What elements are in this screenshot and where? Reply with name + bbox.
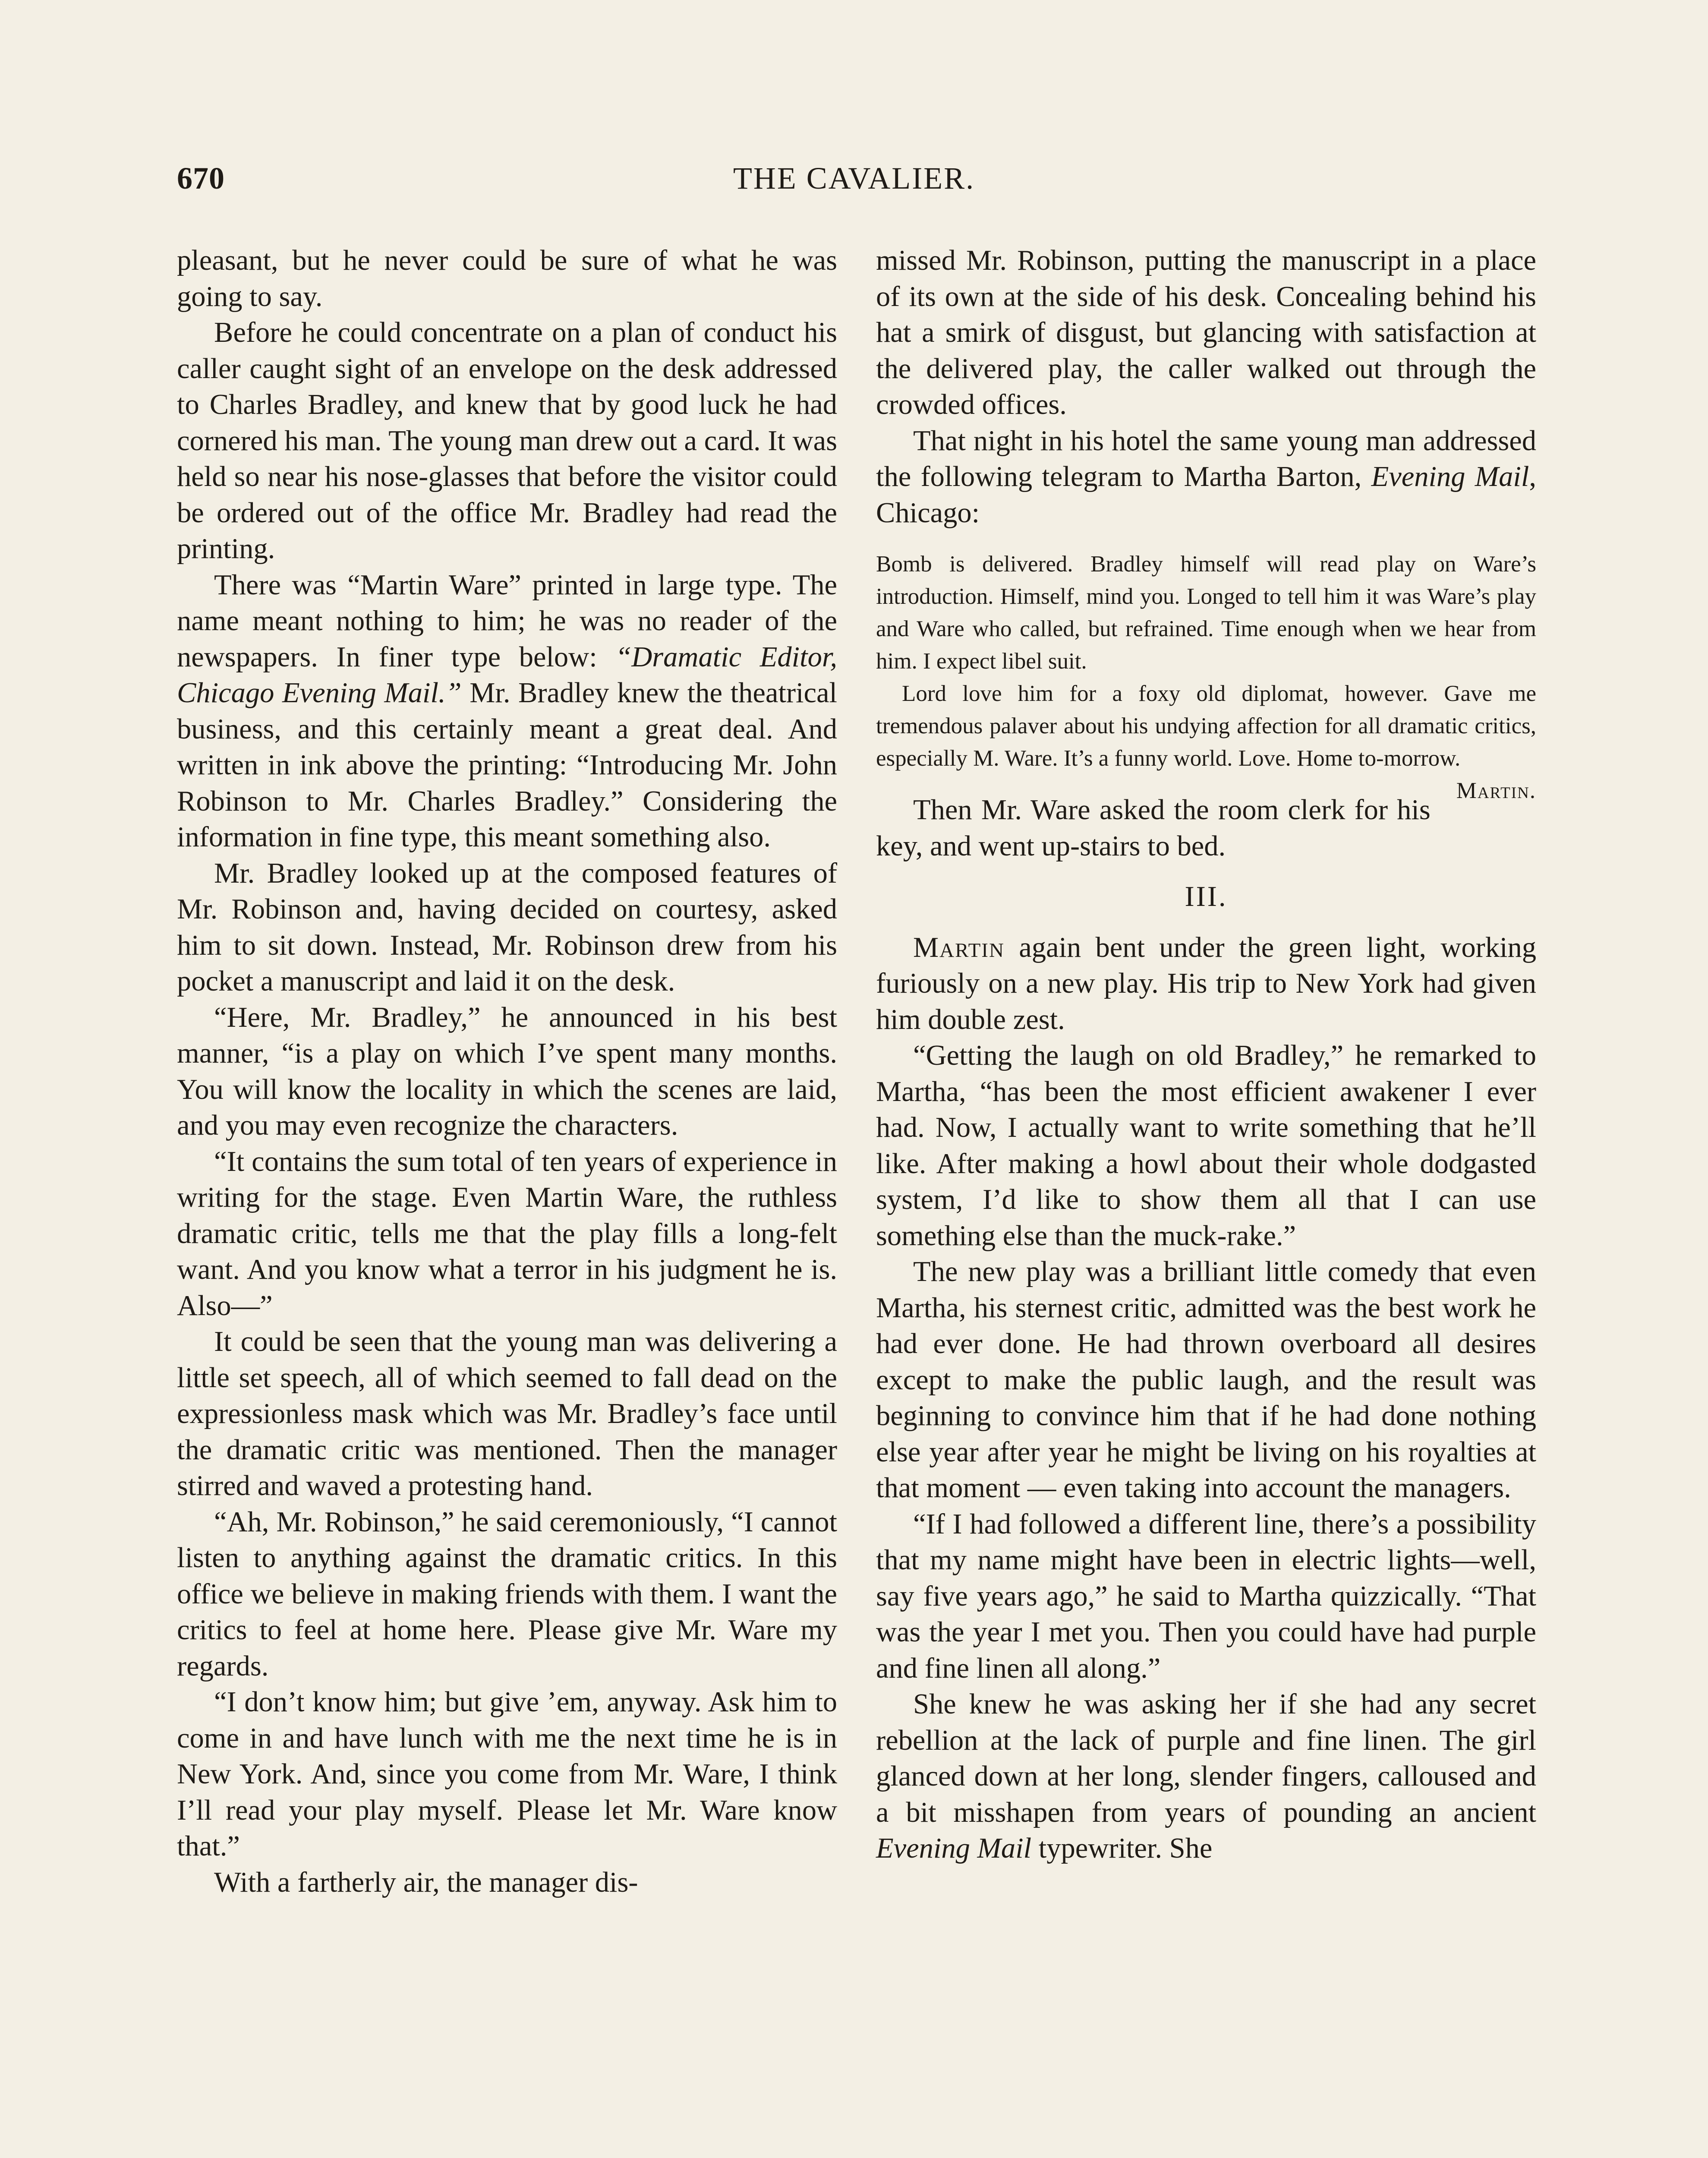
telegram-paragraph: [876, 678, 1536, 803]
telegram-paragraph: Bomb is delivered. Bradley himself will read play on Ware’s introduction. Himself, mind you. Longed to tell him it was Ware’s play and Ware who called, but refrained. Time enough when we hear from him. I expect libel suit.: [876, 552, 1536, 674]
text-run: That night in his hotel the same young man addressed the following telegram to Martha Barton,: [876, 425, 1536, 492]
page-number: 670: [177, 161, 225, 196]
paragraph: [177, 567, 837, 855]
text-run: again bent under the green light, working furiously on a new play. His trip to New York had given him double zest.: [876, 931, 1536, 1035]
smallcaps-text: Martin: [913, 931, 1005, 963]
paragraph: [876, 930, 1536, 1038]
running-title: THE CAVALIER.: [733, 161, 975, 196]
text-run: There was “Martin Ware” printed in large type. The name meant nothing to him; he was no reader of the newspapers. In finer type below:: [177, 569, 837, 673]
text-run: Lord love him for a foxy old diplomat, however. Gave me tremendous palaver about his undying affection for all dramatic critics, especially M. Ware. It’s a funny world. Love. Home to-morrow.: [876, 681, 1536, 771]
text-run: Mr. Bradley knew the theatrical business, and this certainly meant a great deal. And written in ink above the printing: “Introducing Mr. John Robinson to Mr. Charles Bradley.” Considering the information in fine type, this meant something also.: [177, 677, 837, 853]
italic-text: Evening Mail: [1371, 461, 1529, 492]
paragraph: “Here, Mr. Bradley,” he announced in his best manner, “is a play on which I’ve spent many months. You will know the locality in which the scenes are laid, and you may even recognize the characters.: [177, 1001, 837, 1141]
right-column: [876, 243, 1536, 1867]
paragraph: It could be seen that the young man was delivering a little set speech, all of which seemed to fall dead on the expressionless mask which was Mr. Bradley’s face until the dramatic critic was mentioned. Then the manager stirred and waved a protesting hand.: [177, 1326, 837, 1502]
paragraph: The new play was a brilliant little comedy that even Martha, his sternest critic, admitted was the best work he had ever done. He had thrown overboard all desires except to make the public laugh, and the result was beginning to convince him that if he had done nothing else year after year he might be living on his royalties at that moment — even taking into account the managers.: [876, 1256, 1536, 1504]
italic-text: “Dramatic Editor, Chicago Evening Mail.”: [177, 641, 837, 709]
telegram-signature: Martin.: [1456, 778, 1536, 803]
text-run: typewriter. She: [1031, 1833, 1213, 1864]
paragraph: missed Mr. Robinson, putting the manuscript in a place of its own at the side of his desk. Concealing behind his hat a smirk of disgust, but glancing with satisfaction at the delivered play, the caller walked out through the crowded offices.: [876, 245, 1536, 420]
italic-text: Evening Mail: [876, 1833, 1032, 1864]
section-heading: III.: [1185, 881, 1228, 912]
paragraph: Before he could concentrate on a plan of conduct his caller caught sight of an envelope on the desk addressed to Charles Bradley, and knew that by good luck he had cornered his man. The young man drew out a card. It was held so near his nose-glasses that before the visitor could be ordered out of the office Mr. Bradley had read the printing.: [177, 317, 837, 565]
paragraph: “If I had followed a different line, there’s a possibility that my name might have been in electric lights—well, say five years ago,” he said to Martha quizzically. “That was the year I met you. Then you could have had purple and fine linen all along.”: [876, 1508, 1536, 1684]
paragraph: pleasant, but he never could be sure of what he was going to say.: [177, 245, 837, 312]
telegram-block: [876, 548, 1536, 803]
text-run: , Chicago:: [876, 461, 1536, 529]
paragraph: “I don’t know him; but give ’em, anyway. Ask him to come in and have lunch with me the next time he is in New York. And, since you come from Mr. Ware, I think I’ll read your play myself. Please let Mr. Ware know that.”: [177, 1686, 837, 1862]
paragraph: Then Mr. Ware asked the room clerk for his key, and went up-stairs to bed.: [876, 794, 1431, 862]
page-header: [177, 161, 1531, 212]
paragraph: With a fartherly air, the manager dis-: [214, 1866, 638, 1898]
paragraph: [876, 1686, 1536, 1867]
paragraph: “Ah, Mr. Robinson,” he said ceremoniously, “I cannot listen to anything against the dramatic critics. In this office we believe in making friends with them. I want the critics to feel at home here. Please give Mr. Ware my regards.: [177, 1506, 837, 1682]
left-column: [177, 243, 837, 1900]
text-run: She knew he was asking her if she had any secret rebellion at the lack of purple and fine linen. The girl glanced down at her long, slender fingers, calloused and a bit misshapen from years of pounding an ancient: [876, 1688, 1536, 1828]
paragraph: “It contains the sum total of ten years of experience in writing for the stage. Even Martin Ware, the ruthless dramatic critic, tells me that the play fills a long-felt want. And you know what a terror in his judgment he is. Also—”: [177, 1145, 837, 1322]
paragraph: Mr. Bradley looked up at the composed features of Mr. Robinson and, having decided on courtesy, asked him to sit down. Instead, Mr. Robinson drew from his pocket a manuscript and laid it on the desk.: [177, 857, 837, 997]
paragraph: “Getting the laugh on old Bradley,” he remarked to Martha, “has been the most efficient awakener I ever had. Now, I actually want to write something that he’ll like. After making a howl about their whole dodgasted system, I’d like to show them all that I can use something else than the muck-rake.”: [876, 1040, 1536, 1252]
paragraph: [876, 423, 1536, 531]
